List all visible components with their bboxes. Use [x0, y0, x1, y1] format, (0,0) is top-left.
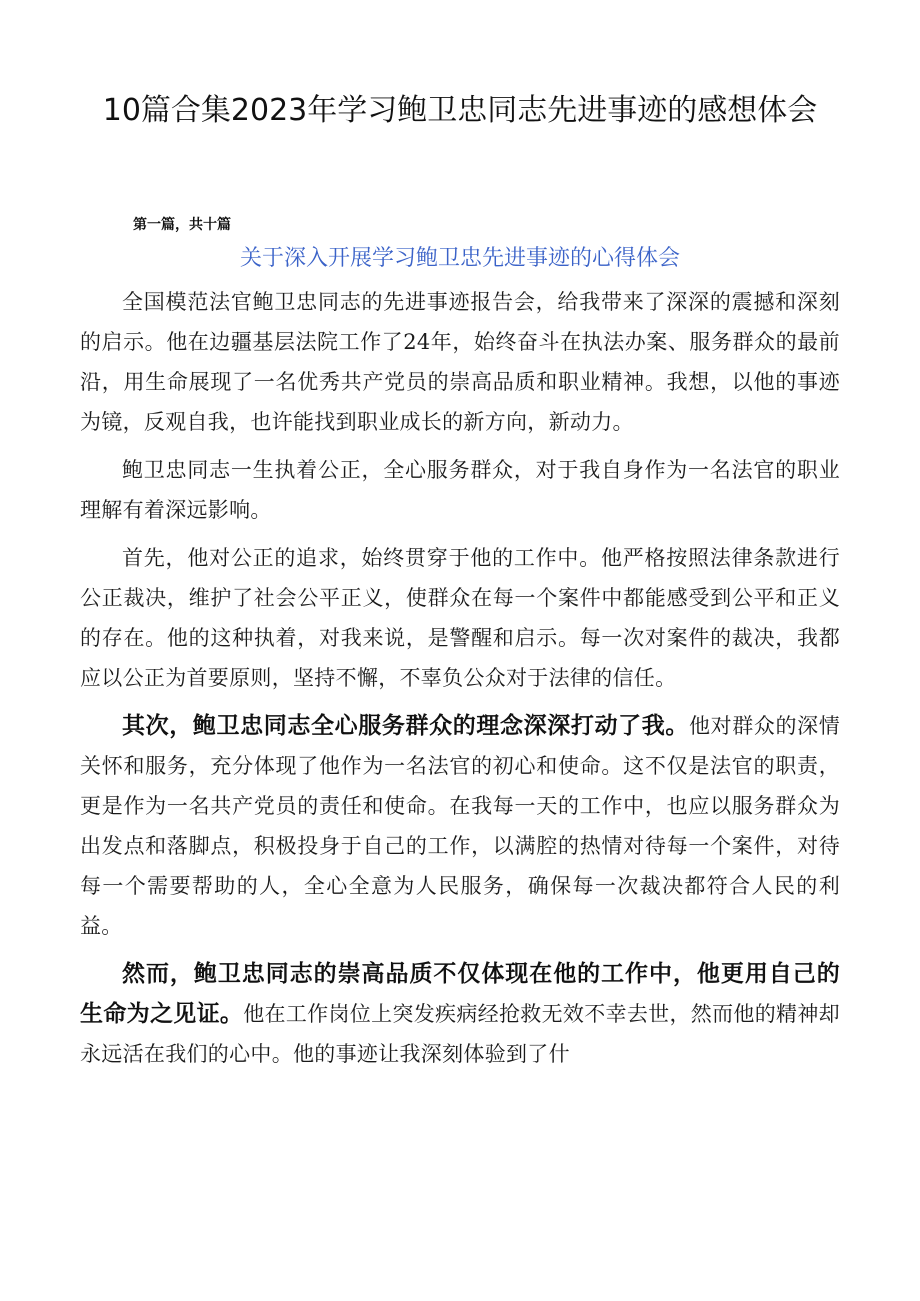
- section-heading: 关于深入开展学习鲍卫忠先进事迹的心得体会: [239, 246, 680, 271]
- paragraph-lead: 其次，鲍卫忠同志全心服务群众的理念深深打动了我。: [122, 712, 689, 739]
- paragraph-text: 鲍卫忠同志一生执着公正，全心服务群众，对于我自身作为一名法官的职业理解有着深远影响。: [80, 458, 840, 522]
- paragraph-3: [80, 538, 840, 698]
- document-title: 10篇合集2023年学习鲍卫忠同志先进事迹的感想体会: [102, 93, 818, 128]
- paragraph-1: [80, 282, 840, 442]
- paragraph-text: 他在工作岗位上突发疾病经抢救无效不幸去世，然而他的精神却永远活在我们的心中。他的事迹让我深刻体验到了什: [80, 1002, 840, 1066]
- document-body: [80, 282, 840, 1082]
- paragraph-text: 全国模范法官鲍卫忠同志的先进事迹报告会，给我带来了深深的震撼和深刻的启示。他在边疆基层法院工作了24年，始终奋斗在执法办案、服务群众的最前沿，用生命展现了一名优秀共产党员的崇高品质和职业精神。我想，以他的事迹为镜，反观自我，也许能找到职业成长的新方向，新动力。: [80, 290, 840, 434]
- paragraph-text: 首先，他对公正的追求，始终贯穿于他的工作中。他严格按照法律条款进行公正裁决，维护了社会公平正义，使群众在每一个案件中都能感受到公平和正义的存在。他的这种执着，对我来说，是警醒和启示。每一次对案件的裁决，我都应以公正为首要原则，坚持不懈，不辜负公众对于法律的信任。: [80, 546, 840, 690]
- paragraph-lead: 然而，鲍卫忠同志的崇高品质不仅体现在他的工作中，他更用自己的生命为之见证。: [80, 960, 840, 1027]
- paragraph-2: [80, 450, 840, 530]
- part-label: 第一篇，共十篇: [133, 217, 231, 233]
- paragraph-text: 他对群众的深情关怀和服务，充分体现了他作为一名法官的初心和使命。这不仅是法官的职责，更是作为一名共产党员的责任和使命。在我每一天的工作中，也应以服务群众为出发点和落脚点，积极投身于自己的工作，以满腔的热情对待每一个案件，对待每一个需要帮助的人，全心全意为人民服务，确保每一次裁决都符合人民的利益。: [80, 714, 840, 938]
- paragraph-5: [80, 954, 840, 1074]
- paragraph-4: [80, 706, 840, 946]
